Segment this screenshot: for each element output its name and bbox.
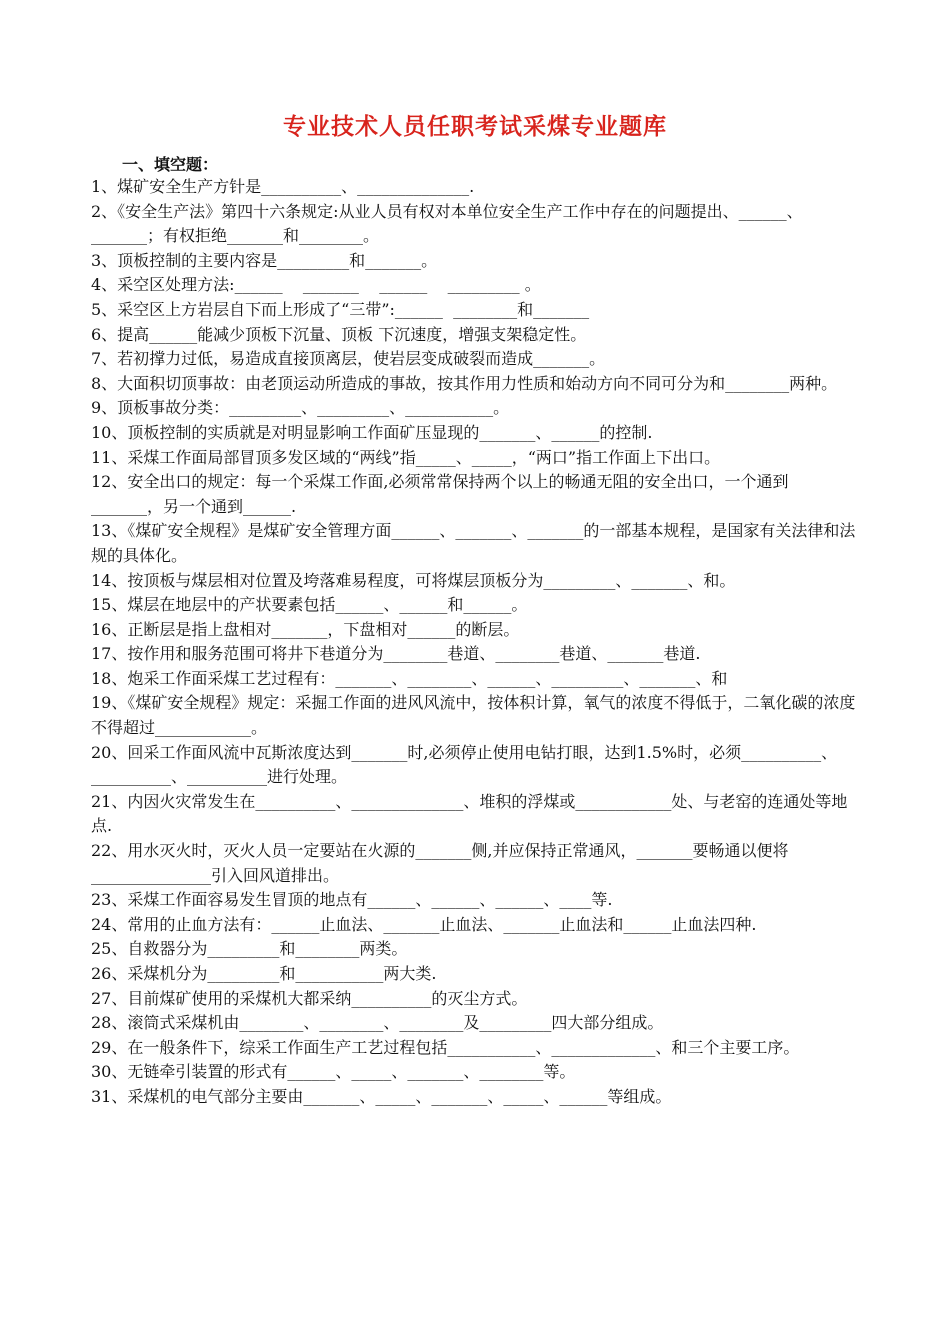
question-item: 28、滚筒式采煤机由________、________、________及_________四大部分组成。: [91, 1013, 664, 1033]
question-item: 8、大面积切顶事故：由老顶运动所造成的事故，按其作用力性质和始动方向不同可分为和________两种。: [91, 373, 838, 393]
question-item: 5、采空区上方岩层自下而上形成了“三带”:______ ________和_______: [91, 299, 590, 319]
question-item: 4、采空区处理方法:______ _______ ______ _________ 。: [91, 275, 541, 295]
question-item: 24、常用的止血方法有：______止血法、_______止血法、_______止血法和______止血法四种.: [91, 914, 757, 934]
question-item: 6、提高______能减少顶板下沉量、顶板 下沉速度，增强支架稳定性。: [91, 324, 587, 344]
question-item: 14、按顶板与煤层相对位置及垮落难易程度，可将煤层顶板分为_________、_______、和。: [91, 570, 736, 590]
question-item: 9、顶板事故分类：_________、_________、___________。: [91, 398, 510, 418]
question-item: 26、采煤机分为_________和___________两大类.: [91, 964, 437, 983]
question-item: 13、《煤矿安全规程》是煤矿安全管理方面______、_______、_______的一部基本规程，是国家有关法律和法规的具体化。: [91, 521, 856, 565]
question-item: 19、《煤矿安全规程》规定：采掘工作面的进风风流中，按体积计算，氧气的浓度不得低于，二氧化碳的浓度不得超过____________。: [91, 693, 856, 738]
question-item: 3、顶板控制的主要内容是_________和_______。: [91, 250, 438, 270]
question-item: 27、目前煤矿使用的采煤机大都采纳__________的灭尘方式。: [91, 988, 528, 1008]
question-item: 12、安全出口的规定：每一个采煤工作面,必须常常保持两个以上的畅通无阻的安全出口，一个通到_______，另一个通到______.: [91, 472, 789, 516]
question-item: 31、采煤机的电气部分主要由_______、_____、_______、_____、______等组成。: [91, 1086, 672, 1106]
question-item: 7、若初撑力过低，易造成直接顶离层，使岩层变成破裂而造成_______。: [91, 349, 606, 369]
section-heading: 一、填空题：: [122, 155, 219, 174]
question-item: 23、采煤工作面容易发生冒顶的地点有______、______、______、____等.: [91, 890, 613, 910]
question-item: 11、采煤工作面局部冒顶多发区域的“两线”指_____、_____，“两口”指工作面上下出口。: [91, 447, 721, 467]
question-item: 16、正断层是指上盘相对_______，下盘相对______的断层。: [91, 619, 520, 639]
question-item: 15、煤层在地层中的产状要素包括______、______和______。: [91, 595, 528, 615]
question-item: 1、煤矿安全生产方针是__________、______________.: [91, 177, 475, 196]
question-item: 2、《安全生产法》第四十六条规定:从业人员有权对本单位安全生产工作中存在的问题提出、______、_______；有权拒绝_______和________。: [91, 201, 803, 246]
question-item: 17、按作用和服务范围可将井下巷道分为________巷道、________巷道、_______巷道.: [91, 644, 701, 664]
question-item: 21、内因火灾常发生在__________、______________、堆积的浮煤或____________处、与老窑的连通处等地点.: [91, 791, 848, 836]
question-item: 30、无链牵引装置的形式有______、_____、_______、________等。: [91, 1062, 576, 1082]
question-item: 29、在一般条件下，综采工作面生产工艺过程包括___________、_____________、和三个主要工序。: [91, 1037, 800, 1057]
question-item: 10、顶板控制的实质就是对明显影响工作面矿压显现的_______、______的控制.: [91, 422, 653, 442]
question-item: 22、用水灭火时，灭火人员一定要站在火源的_______侧,并应保持正常通风，_______要畅通以便将_______________引入回风道排出。: [91, 841, 789, 885]
page-title: 专业技术人员任职考试采煤专业题库: [283, 114, 667, 140]
question-item: 18、炮采工作面采煤工艺过程有：_______、________、______、_________、_______、和: [91, 668, 728, 688]
question-list: [91, 175, 859, 1110]
question-item: 25、自救器分为_________和________两类。: [91, 939, 408, 959]
question-item: 20、回采工作面风流中瓦斯浓度达到_______时,必须停止使用电钻打眼，达到1.5%时，必须__________、__________、__________进行处理。: [91, 742, 838, 787]
